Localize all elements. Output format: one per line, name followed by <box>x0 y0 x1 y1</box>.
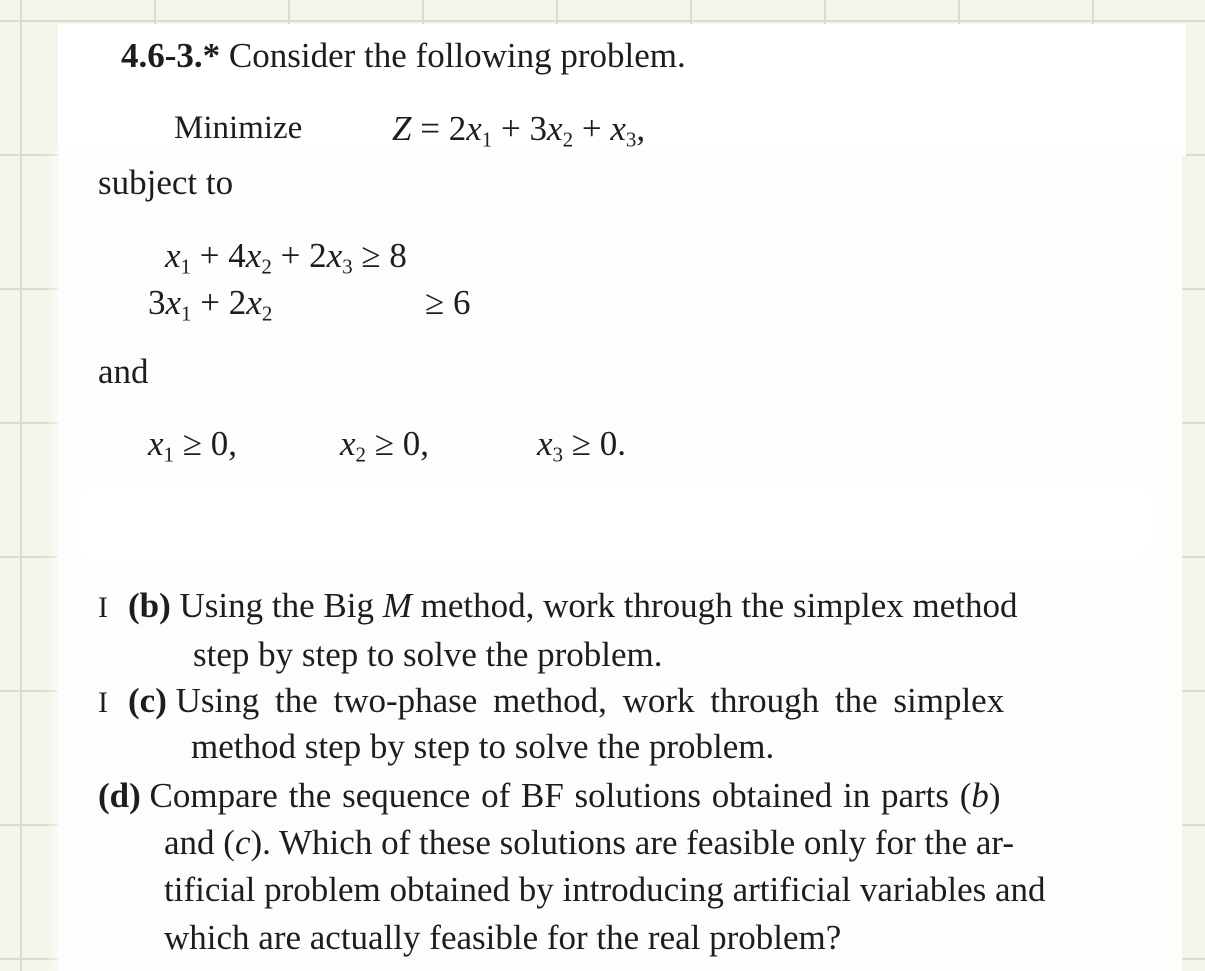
objective-x2: x <box>547 109 563 148</box>
objective-sub2: 2 <box>562 127 574 152</box>
c2-sub2: 2 <box>261 301 273 326</box>
part-d-line2 <box>164 825 1014 860</box>
nn1-rel: ≥ 0, <box>174 424 238 463</box>
nonneg-x2 <box>340 426 429 465</box>
part-b-line1 <box>98 588 1018 623</box>
objective-x3: x <box>610 109 626 148</box>
c2-sub1: 1 <box>181 301 192 326</box>
part-c-text: Using the two-phase method, work through the simplex <box>175 681 1005 720</box>
part-c-marker: I <box>98 686 108 719</box>
part-d-label: (d) <box>98 776 141 815</box>
c1-relation: ≥ 8 <box>352 236 407 275</box>
c2-coef: 3 <box>148 283 166 322</box>
part-d-line2-post: ). Which of these solutions are feasible only for the ar- <box>250 823 1015 862</box>
part-b-marker: I <box>98 591 108 624</box>
constraint-1 <box>165 238 407 277</box>
part-d-text-post: ) <box>988 776 1001 815</box>
objective-eq: = 2 <box>411 109 467 148</box>
part-d-line2-pre: and ( <box>164 823 235 862</box>
objective-plus1: + 3 <box>492 109 548 148</box>
part-b-text-M: M <box>382 586 412 625</box>
c1-x3: x <box>326 236 343 275</box>
part-d-text-pre: Compare the sequence of BF solutions obtained in parts ( <box>149 776 972 815</box>
objective-function <box>392 111 645 150</box>
c2-plus: + 2 <box>191 283 247 322</box>
nn1-sub: 1 <box>163 442 175 467</box>
nn1-x: x <box>148 424 164 463</box>
part-d-line1 <box>98 778 1001 813</box>
and-label: and <box>98 352 149 391</box>
objective-end: , <box>636 109 646 148</box>
c2-x2: x <box>246 283 262 322</box>
c1-x2: x <box>245 236 262 275</box>
part-c-line2: method step by step to solve the problem. <box>191 727 775 766</box>
nonneg-x3 <box>537 426 626 465</box>
nn2-sub: 2 <box>355 442 367 467</box>
objective-sub1: 1 <box>481 127 493 152</box>
problem-number: 4.6-3.* <box>121 36 221 75</box>
part-d-line3: tificial problem obtained by introducing artificial variables and <box>164 870 1046 909</box>
c1-sub1: 1 <box>180 254 192 279</box>
c1-plus2: + 2 <box>271 236 327 275</box>
part-b-label: (b) <box>128 586 171 625</box>
part-b-line2: step by step to solve the problem. <box>193 635 663 674</box>
c1-sub3: 3 <box>342 254 353 279</box>
objective-plus2: + <box>573 109 611 148</box>
objective-sub3: 3 <box>625 127 637 152</box>
nn3-sub: 3 <box>552 442 564 467</box>
objective-var: Z <box>392 109 412 148</box>
part-c-line1 <box>98 683 1004 718</box>
c1-plus1: + 4 <box>191 236 246 275</box>
problem-intro: Consider the following problem. <box>228 36 686 75</box>
c1-sub2: 2 <box>261 254 272 279</box>
constraint-2-lhs <box>148 285 272 324</box>
objective-label: Minimize <box>174 110 303 146</box>
part-d-line4: which are actually feasible for the real problem? <box>164 918 842 957</box>
part-c-label: (c) <box>128 681 167 720</box>
objective-x1: x <box>466 109 482 148</box>
nn3-rel: ≥ 0. <box>563 424 627 463</box>
c1-x1: x <box>165 236 181 275</box>
constraint-2-rhs: ≥ 6 <box>425 283 471 322</box>
c2-x1: x <box>165 283 182 322</box>
part-d-text-b: b <box>971 776 989 815</box>
part-d-line2-c: c <box>234 823 251 862</box>
nn3-x: x <box>537 424 553 463</box>
nn2-rel: ≥ 0, <box>366 424 430 463</box>
part-b-text-post: method, work through the simplex method <box>411 586 1018 625</box>
subject-to-label: subject to <box>98 163 234 202</box>
problem-heading <box>121 38 686 73</box>
paper-smudge <box>70 478 1160 568</box>
part-b-text-pre: Using the Big <box>179 586 383 625</box>
nonneg-x1 <box>148 426 237 465</box>
nn2-x: x <box>340 424 356 463</box>
